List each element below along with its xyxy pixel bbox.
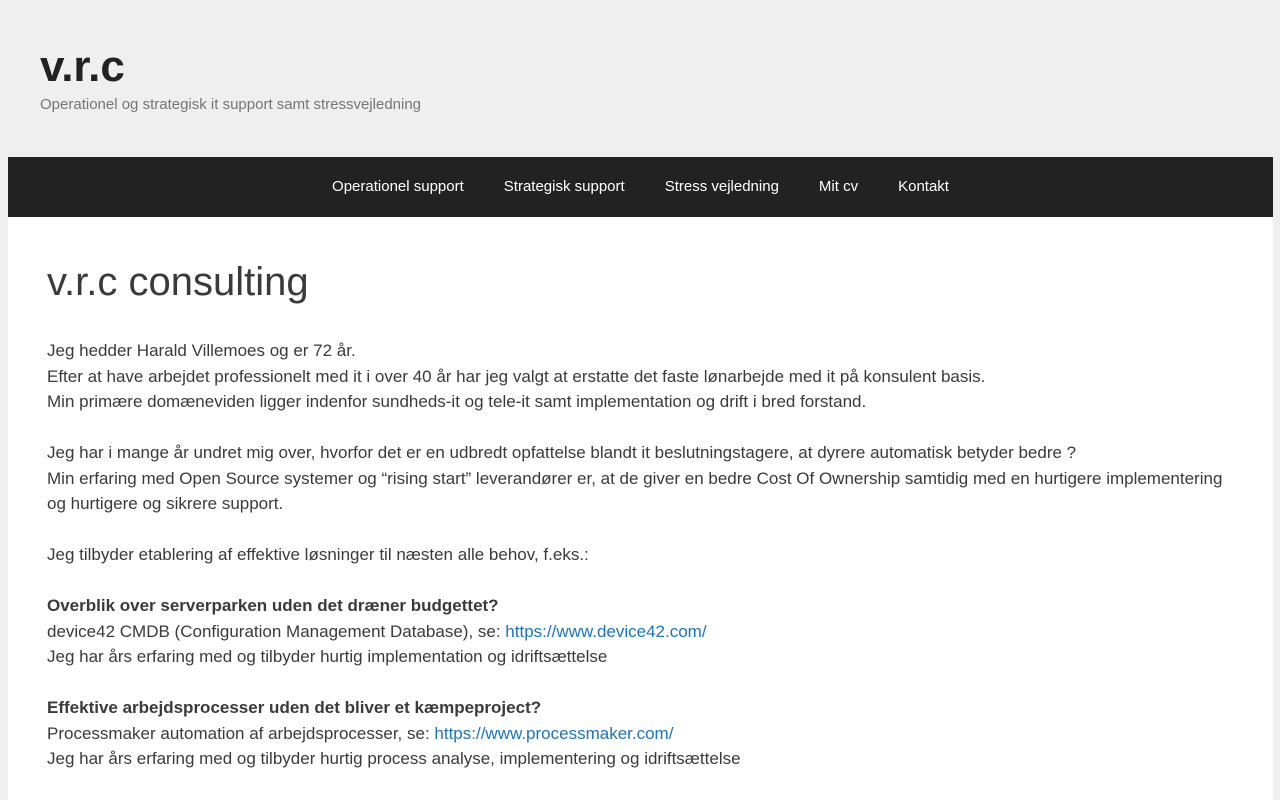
intro-line-name: Jeg hedder Harald Villemoes og er 72 år. xyxy=(47,341,356,360)
nav-item-strategisk-support[interactable]: Strategisk support xyxy=(503,178,625,195)
section-device42 xyxy=(47,593,1237,670)
section-description: Processmaker automation af arbejdsprocesser, se: xyxy=(47,723,435,743)
opinion-line-open-source: Min erfaring med Open Source systemer og “rising start” leverandører er, at de giver en bedre Cost Of Ownership samtidig med en hurtigere implementering og hurtigere og sikrere support. xyxy=(47,468,1223,513)
intro-line-domain: Min primære domæneviden ligger indenfor sundheds-it og tele-it samt implementation og drift i bred forstand. xyxy=(47,392,867,411)
intro-paragraph xyxy=(47,338,1237,415)
section-experience: Jeg har års erfaring med og tilbyder hurtig process analyse, implementering og idriftsættelse xyxy=(47,749,741,768)
offer-paragraph: Jeg tilbyder etablering af effektive løsninger til næsten alle behov, f.eks.: xyxy=(47,545,589,564)
site-header xyxy=(0,0,1280,157)
intro-line-experience: Efter at have arbejdet professionelt med it i over 40 år har jeg valgt at erstatte det faste lønarbejde med it på konsulent basis. xyxy=(47,366,986,386)
device42-link[interactable]: https://www.device42.com/ xyxy=(505,621,707,641)
section-heading: Overblik over serverparken uden det dræner budgettet? xyxy=(47,596,499,615)
section-heading: Effektive arbejdsprocesser uden det bliver et kæmpeproject? xyxy=(47,698,542,717)
site-tagline: Operationel og strategisk it support samt stressvejledning xyxy=(40,96,422,113)
section-description: device42 CMDB (Configuration Management Database), se: xyxy=(47,621,506,641)
entry-content xyxy=(47,338,1237,797)
main-navigation xyxy=(8,157,1273,217)
opinion-paragraph xyxy=(47,440,1237,517)
nav-item-kontakt[interactable]: Kontakt xyxy=(898,178,949,195)
page-title: v.r.c consulting xyxy=(47,260,309,304)
main-content xyxy=(8,217,1273,800)
nav-item-mit-cv[interactable]: Mit cv xyxy=(818,178,859,195)
section-experience: Jeg har års erfaring med og tilbyder hurtig implementation og idriftsættelse xyxy=(47,647,608,666)
site-title-link[interactable]: v.r.c xyxy=(40,42,125,91)
nav-item-stress-vejledning[interactable]: Stress vejledning xyxy=(664,178,779,195)
opinion-line-question: Jeg har i mange år undret mig over, hvorfor det er en udbredt opfattelse blandt it beslutningstagere, at dyrere automatisk betyder bedre ? xyxy=(47,443,1077,462)
processmaker-link[interactable]: https://www.processmaker.com/ xyxy=(434,723,674,743)
section-processmaker xyxy=(47,695,1237,772)
nav-item-operationel-support[interactable]: Operationel support xyxy=(332,178,464,195)
